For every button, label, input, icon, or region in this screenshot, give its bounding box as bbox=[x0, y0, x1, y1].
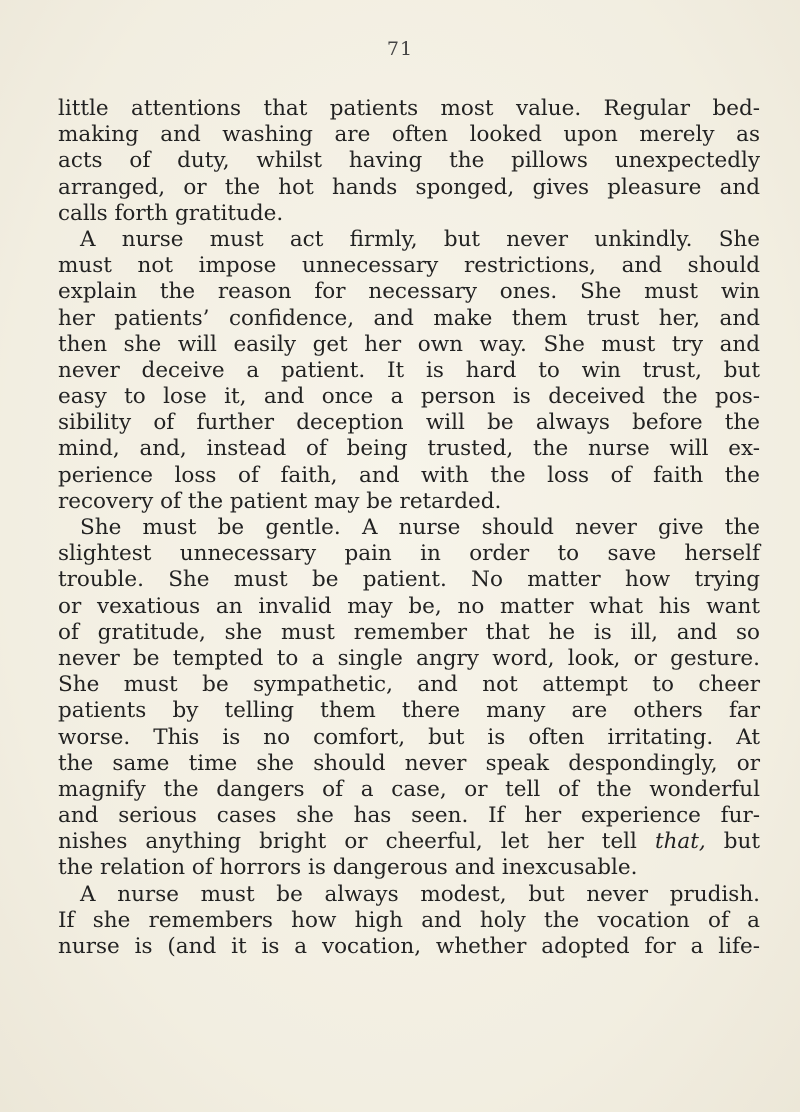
text-line: slightest unnecessary pain in order to save herself bbox=[58, 541, 760, 567]
text-line: never deceive a patient. It is hard to win trust, but bbox=[58, 357, 760, 383]
body-text bbox=[58, 96, 760, 960]
text-line: trouble. She must be patient. No matter how trying bbox=[58, 567, 760, 593]
text-line: or vexatious an invalid may be, no matter what his want bbox=[58, 593, 760, 619]
italic-word: that, bbox=[654, 829, 706, 855]
text-line: her patients’ confidence, and make them trust her, and bbox=[58, 305, 760, 331]
text-line: never be tempted to a single angry word, look, or gesture. bbox=[58, 645, 760, 671]
text-line: She must be sympathetic, and not attempt to cheer bbox=[58, 672, 760, 698]
text-line: explain the reason for necessary ones. She must win bbox=[58, 279, 760, 305]
text-line-segment: nishes anything bright or cheerful, let her tell bbox=[58, 829, 637, 855]
text-line: She must be gentle. A nurse should never give the bbox=[80, 515, 760, 540]
text-line: and serious cases she has seen. If her experience fur- bbox=[58, 803, 760, 829]
text-line: perience loss of faith, and with the loss of faith the bbox=[58, 462, 760, 488]
text-line: calls forth gratitude. bbox=[58, 200, 284, 226]
text-line: the relation of horrors is dangerous and inexcusable. bbox=[58, 855, 638, 881]
text-line: acts of duty, whilst having the pillows unexpectedly bbox=[58, 148, 760, 174]
text-line-segment: but bbox=[723, 829, 760, 855]
text-line: must not impose unnecessary restrictions, and should bbox=[58, 253, 760, 279]
text-line: magnify the dangers of a case, or tell of the wonderful bbox=[58, 776, 760, 802]
text-line: mind, and, instead of being trusted, the nurse will ex- bbox=[58, 436, 760, 462]
text-line: easy to lose it, and once a person is deceived the pos- bbox=[58, 384, 760, 410]
text-line: making and washing are often looked upon merely as bbox=[58, 122, 760, 148]
text-line: A nurse must be always modest, but never prudish. bbox=[80, 881, 760, 907]
text-line: A nurse must act firmly, but never unkindly. She bbox=[80, 226, 760, 252]
text-line: patients by telling them there many are others far bbox=[58, 698, 760, 724]
text-line: of gratitude, she must remember that he is ill, and so bbox=[58, 619, 760, 645]
text-line bbox=[58, 829, 760, 855]
text-line: the same time she should never speak despondingly, or bbox=[58, 750, 760, 776]
text-line: little attentions that patients most value. Regular bed- bbox=[58, 96, 760, 121]
text-line: recovery of the patient may be retarded. bbox=[58, 488, 502, 514]
text-line: nurse is (and it is a vocation, whether adopted for a life- bbox=[58, 934, 760, 959]
text-line: arranged, or the hot hands sponged, gives pleasure and bbox=[58, 174, 760, 200]
text-line: sibility of further deception will be always before the bbox=[58, 410, 760, 436]
page-number: 71 bbox=[386, 38, 414, 60]
text-line: worse. This is no comfort, but is often irritating. At bbox=[58, 724, 760, 750]
text-line: then she will easily get her own way. She must try and bbox=[58, 331, 760, 357]
text-line: If she remembers how high and holy the vocation of a bbox=[58, 907, 760, 933]
